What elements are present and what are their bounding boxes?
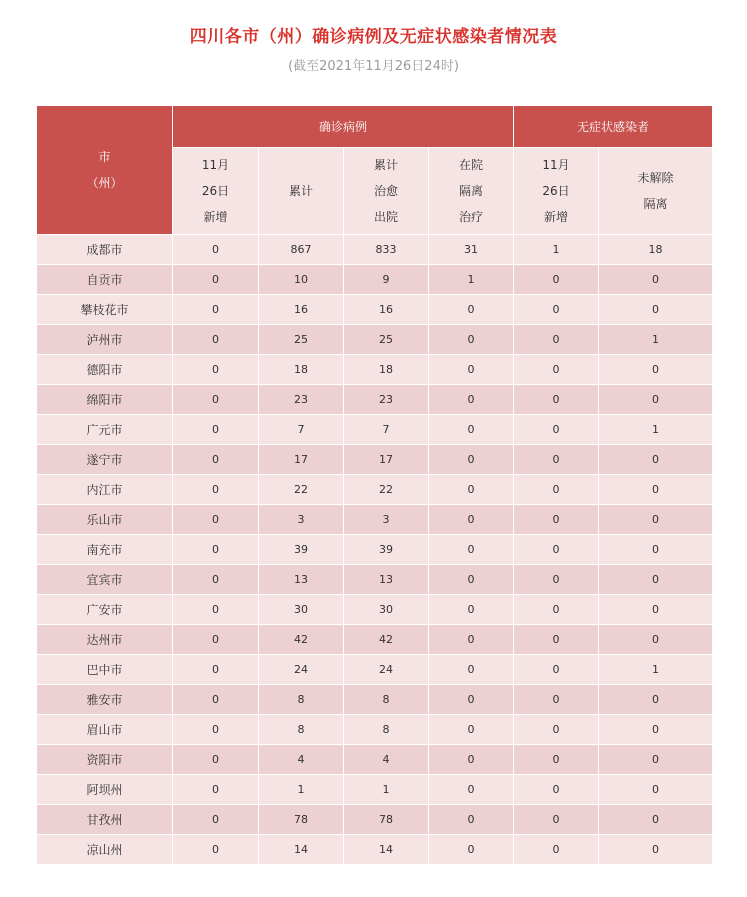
city-cell: 达州市: [37, 625, 173, 655]
cases-table: [36, 105, 713, 865]
recovered-cell: 9: [344, 265, 429, 295]
new-confirmed-cell: 0: [173, 235, 259, 265]
in-hospital-cell: 0: [429, 415, 514, 445]
city-cell: 甘孜州: [37, 805, 173, 835]
page-title: 四川各市（州）确诊病例及无症状感染者情况表: [189, 27, 558, 47]
total-cell: 3: [259, 505, 344, 535]
header-line: 隔离: [643, 197, 668, 211]
new-asymptomatic-cell: 0: [514, 325, 599, 355]
total-cell: 42: [259, 625, 344, 655]
new-asymptomatic-cell: 0: [514, 835, 599, 865]
recovered-cell: 8: [344, 685, 429, 715]
city-header-line: 市: [98, 150, 111, 164]
table-row: [37, 775, 713, 805]
city-cell: 广安市: [37, 595, 173, 625]
city-header: [37, 106, 173, 235]
recovered-cell: 25: [344, 325, 429, 355]
new-asymptomatic-cell: 0: [514, 415, 599, 445]
total-cell: 22: [259, 475, 344, 505]
unreleased-isolation-cell: 1: [599, 325, 713, 355]
in-hospital-cell: 31: [429, 235, 514, 265]
new-confirmed-cell: 0: [173, 565, 259, 595]
unreleased-isolation-cell: 0: [599, 535, 713, 565]
recovered-cell: 24: [344, 655, 429, 685]
asymptomatic-group-header: 无症状感染者: [514, 106, 713, 148]
total-cell: 30: [259, 595, 344, 625]
new-asymptomatic-cell: 0: [514, 295, 599, 325]
new-confirmed-cell: 0: [173, 445, 259, 475]
total-cell: 10: [259, 265, 344, 295]
new-confirmed-cell: 0: [173, 355, 259, 385]
new-confirmed-cell: 0: [173, 295, 259, 325]
in-hospital-cell: 0: [429, 325, 514, 355]
in-hospital-cell: 0: [429, 625, 514, 655]
in-hospital-cell: 0: [429, 475, 514, 505]
new-confirmed-cell: 0: [173, 745, 259, 775]
new-asymptomatic-cell: 0: [514, 355, 599, 385]
new-asymptomatic-cell: 0: [514, 715, 599, 745]
header-line: 在院: [459, 158, 484, 172]
total-cell: 23: [259, 385, 344, 415]
new-confirmed-cell: 0: [173, 805, 259, 835]
in-hospital-cell: 0: [429, 745, 514, 775]
in-hospital-cell: 0: [429, 715, 514, 745]
total-cell: 7: [259, 415, 344, 445]
table-row: [37, 325, 713, 355]
in-hospital-cell: 0: [429, 595, 514, 625]
new-asymptomatic-cell: 0: [514, 685, 599, 715]
recovered-cell: 17: [344, 445, 429, 475]
recovered-cell: 14: [344, 835, 429, 865]
new-asymptomatic-cell: 0: [514, 445, 599, 475]
table-row: [37, 445, 713, 475]
table-row: [37, 625, 713, 655]
city-cell: 自贡市: [37, 265, 173, 295]
city-cell: 阿坝州: [37, 775, 173, 805]
new-asymptomatic-cell: 0: [514, 535, 599, 565]
new-confirmed-cell: 0: [173, 325, 259, 355]
header-line: 26日: [201, 184, 230, 198]
total-cell: 17: [259, 445, 344, 475]
city-cell: 德阳市: [37, 355, 173, 385]
header-line: 新增: [203, 210, 228, 224]
city-cell: 凉山州: [37, 835, 173, 865]
header-line: 11月: [542, 158, 570, 172]
table-row: [37, 715, 713, 745]
in-hospital-cell: 0: [429, 295, 514, 325]
new-confirmed-cell: 0: [173, 415, 259, 445]
total-cell: 39: [259, 535, 344, 565]
table-row: [37, 565, 713, 595]
total-cell: 8: [259, 685, 344, 715]
recovered-cell: 18: [344, 355, 429, 385]
city-cell: 巴中市: [37, 655, 173, 685]
table-row: [37, 835, 713, 865]
total-cell: 13: [259, 565, 344, 595]
recovered-cell: 39: [344, 535, 429, 565]
new-confirmed-cell: 0: [173, 535, 259, 565]
new-confirmed-cell: 0: [173, 835, 259, 865]
table-row: [37, 655, 713, 685]
unreleased-isolation-cell: 0: [599, 685, 713, 715]
header-line: 出院: [373, 210, 398, 224]
unreleased-isolation-cell: 0: [599, 775, 713, 805]
unreleased-isolation-cell: 0: [599, 595, 713, 625]
new-confirmed-cell: 0: [173, 385, 259, 415]
recovered-cell: 78: [344, 805, 429, 835]
table-body: [37, 235, 713, 865]
new-asymptomatic-cell: 0: [514, 385, 599, 415]
in-hospital-cell: 0: [429, 445, 514, 475]
city-header-line: （州）: [86, 176, 123, 190]
city-cell: 南充市: [37, 535, 173, 565]
unreleased-isolation-cell: 0: [599, 265, 713, 295]
new-asymptomatic-cell: 0: [514, 805, 599, 835]
header-line: 隔离: [459, 184, 484, 198]
total-cell: 14: [259, 835, 344, 865]
recovered-cell: 22: [344, 475, 429, 505]
unreleased-isolation-cell: 0: [599, 445, 713, 475]
unreleased-isolation-cell: 0: [599, 565, 713, 595]
city-cell: 攀枝花市: [37, 295, 173, 325]
in-hospital-cell: 0: [429, 685, 514, 715]
city-cell: 眉山市: [37, 715, 173, 745]
city-cell: 成都市: [37, 235, 173, 265]
total-cell: 18: [259, 355, 344, 385]
total-cell: 25: [259, 325, 344, 355]
in-hospital-cell: 0: [429, 835, 514, 865]
city-cell: 资阳市: [37, 745, 173, 775]
total-cell: 78: [259, 805, 344, 835]
unreleased-isolation-cell: 0: [599, 475, 713, 505]
table-row: [37, 265, 713, 295]
total-cell: 1: [259, 775, 344, 805]
in-hospital-cell: 0: [429, 385, 514, 415]
table-row: [37, 355, 713, 385]
in-hospital-cell: 0: [429, 505, 514, 535]
table-row: [37, 745, 713, 775]
unreleased-isolation-cell: 18: [599, 235, 713, 265]
new-confirmed-cell: 0: [173, 775, 259, 805]
total-cell: 867: [259, 235, 344, 265]
city-cell: 遂宁市: [37, 445, 173, 475]
total-cell: 4: [259, 745, 344, 775]
new-asymptomatic-cell: 0: [514, 655, 599, 685]
recovered-cell: 833: [344, 235, 429, 265]
city-cell: 宜宾市: [37, 565, 173, 595]
in-hospital-cell: 0: [429, 355, 514, 385]
total-header: [259, 148, 344, 235]
city-cell: 乐山市: [37, 505, 173, 535]
recovered-cell: 30: [344, 595, 429, 625]
header-line: 治愈: [373, 184, 398, 198]
table-row: [37, 385, 713, 415]
recovered-cell: 1: [344, 775, 429, 805]
unreleased-isolation-header: [599, 148, 713, 235]
recovered-cell: 13: [344, 565, 429, 595]
total-cell: 16: [259, 295, 344, 325]
total-cell: 24: [259, 655, 344, 685]
new-asymptomatic-cell: 0: [514, 745, 599, 775]
table-row: [37, 805, 713, 835]
page-subtitle: (截至2021年11月26日24时): [288, 59, 459, 74]
in-hospital-cell: 0: [429, 655, 514, 685]
recovered-cell: 8: [344, 715, 429, 745]
recovered-cell: 23: [344, 385, 429, 415]
header-line: 新增: [544, 210, 569, 224]
unreleased-isolation-cell: 1: [599, 655, 713, 685]
header-line: 26日: [542, 184, 570, 198]
in-hospital-header: [429, 148, 514, 235]
city-cell: 广元市: [37, 415, 173, 445]
unreleased-isolation-cell: 0: [599, 715, 713, 745]
city-cell: 内江市: [37, 475, 173, 505]
total-cell: 8: [259, 715, 344, 745]
confirmed-group-header: 确诊病例: [173, 106, 514, 148]
recovered-cell: 7: [344, 415, 429, 445]
new-asymptomatic-header: [514, 148, 599, 235]
unreleased-isolation-cell: 0: [599, 835, 713, 865]
in-hospital-cell: 0: [429, 565, 514, 595]
header-line: 未解除: [637, 171, 674, 185]
table-row: [37, 595, 713, 625]
unreleased-isolation-cell: 0: [599, 625, 713, 655]
city-cell: 绵阳市: [37, 385, 173, 415]
unreleased-isolation-cell: 0: [599, 355, 713, 385]
table-row: [37, 505, 713, 535]
unreleased-isolation-cell: 0: [599, 745, 713, 775]
city-cell: 泸州市: [37, 325, 173, 355]
header-line: 累计: [373, 158, 398, 172]
header-line: 11月: [201, 158, 230, 172]
city-cell: 雅安市: [37, 685, 173, 715]
new-asymptomatic-cell: 0: [514, 565, 599, 595]
new-confirmed-cell: 0: [173, 505, 259, 535]
new-confirmed-header: [173, 148, 259, 235]
recovered-cell: 16: [344, 295, 429, 325]
unreleased-isolation-cell: 0: [599, 805, 713, 835]
table-row: [37, 415, 713, 445]
recovered-cell: 3: [344, 505, 429, 535]
new-asymptomatic-cell: 0: [514, 775, 599, 805]
new-confirmed-cell: 0: [173, 655, 259, 685]
new-asymptomatic-cell: 0: [514, 475, 599, 505]
recovered-cell: 42: [344, 625, 429, 655]
new-confirmed-cell: 0: [173, 475, 259, 505]
recovered-cell: 4: [344, 745, 429, 775]
new-confirmed-cell: 0: [173, 625, 259, 655]
in-hospital-cell: 1: [429, 265, 514, 295]
new-confirmed-cell: 0: [173, 595, 259, 625]
in-hospital-cell: 0: [429, 535, 514, 565]
new-confirmed-cell: 0: [173, 685, 259, 715]
header-line: 累计: [288, 184, 313, 198]
in-hospital-cell: 0: [429, 775, 514, 805]
in-hospital-cell: 0: [429, 805, 514, 835]
new-confirmed-cell: 0: [173, 265, 259, 295]
unreleased-isolation-cell: 1: [599, 415, 713, 445]
unreleased-isolation-cell: 0: [599, 295, 713, 325]
table-row: [37, 475, 713, 505]
table-row: [37, 685, 713, 715]
unreleased-isolation-cell: 0: [599, 505, 713, 535]
table-row: [37, 235, 713, 265]
unreleased-isolation-cell: 0: [599, 385, 713, 415]
new-confirmed-cell: 0: [173, 715, 259, 745]
new-asymptomatic-cell: 0: [514, 595, 599, 625]
new-asymptomatic-cell: 0: [514, 505, 599, 535]
new-asymptomatic-cell: 0: [514, 625, 599, 655]
header-line: 治疗: [459, 210, 484, 224]
new-asymptomatic-cell: 1: [514, 235, 599, 265]
new-asymptomatic-cell: 0: [514, 265, 599, 295]
recovered-header: [344, 148, 429, 235]
table-row: [37, 295, 713, 325]
table-row: [37, 535, 713, 565]
